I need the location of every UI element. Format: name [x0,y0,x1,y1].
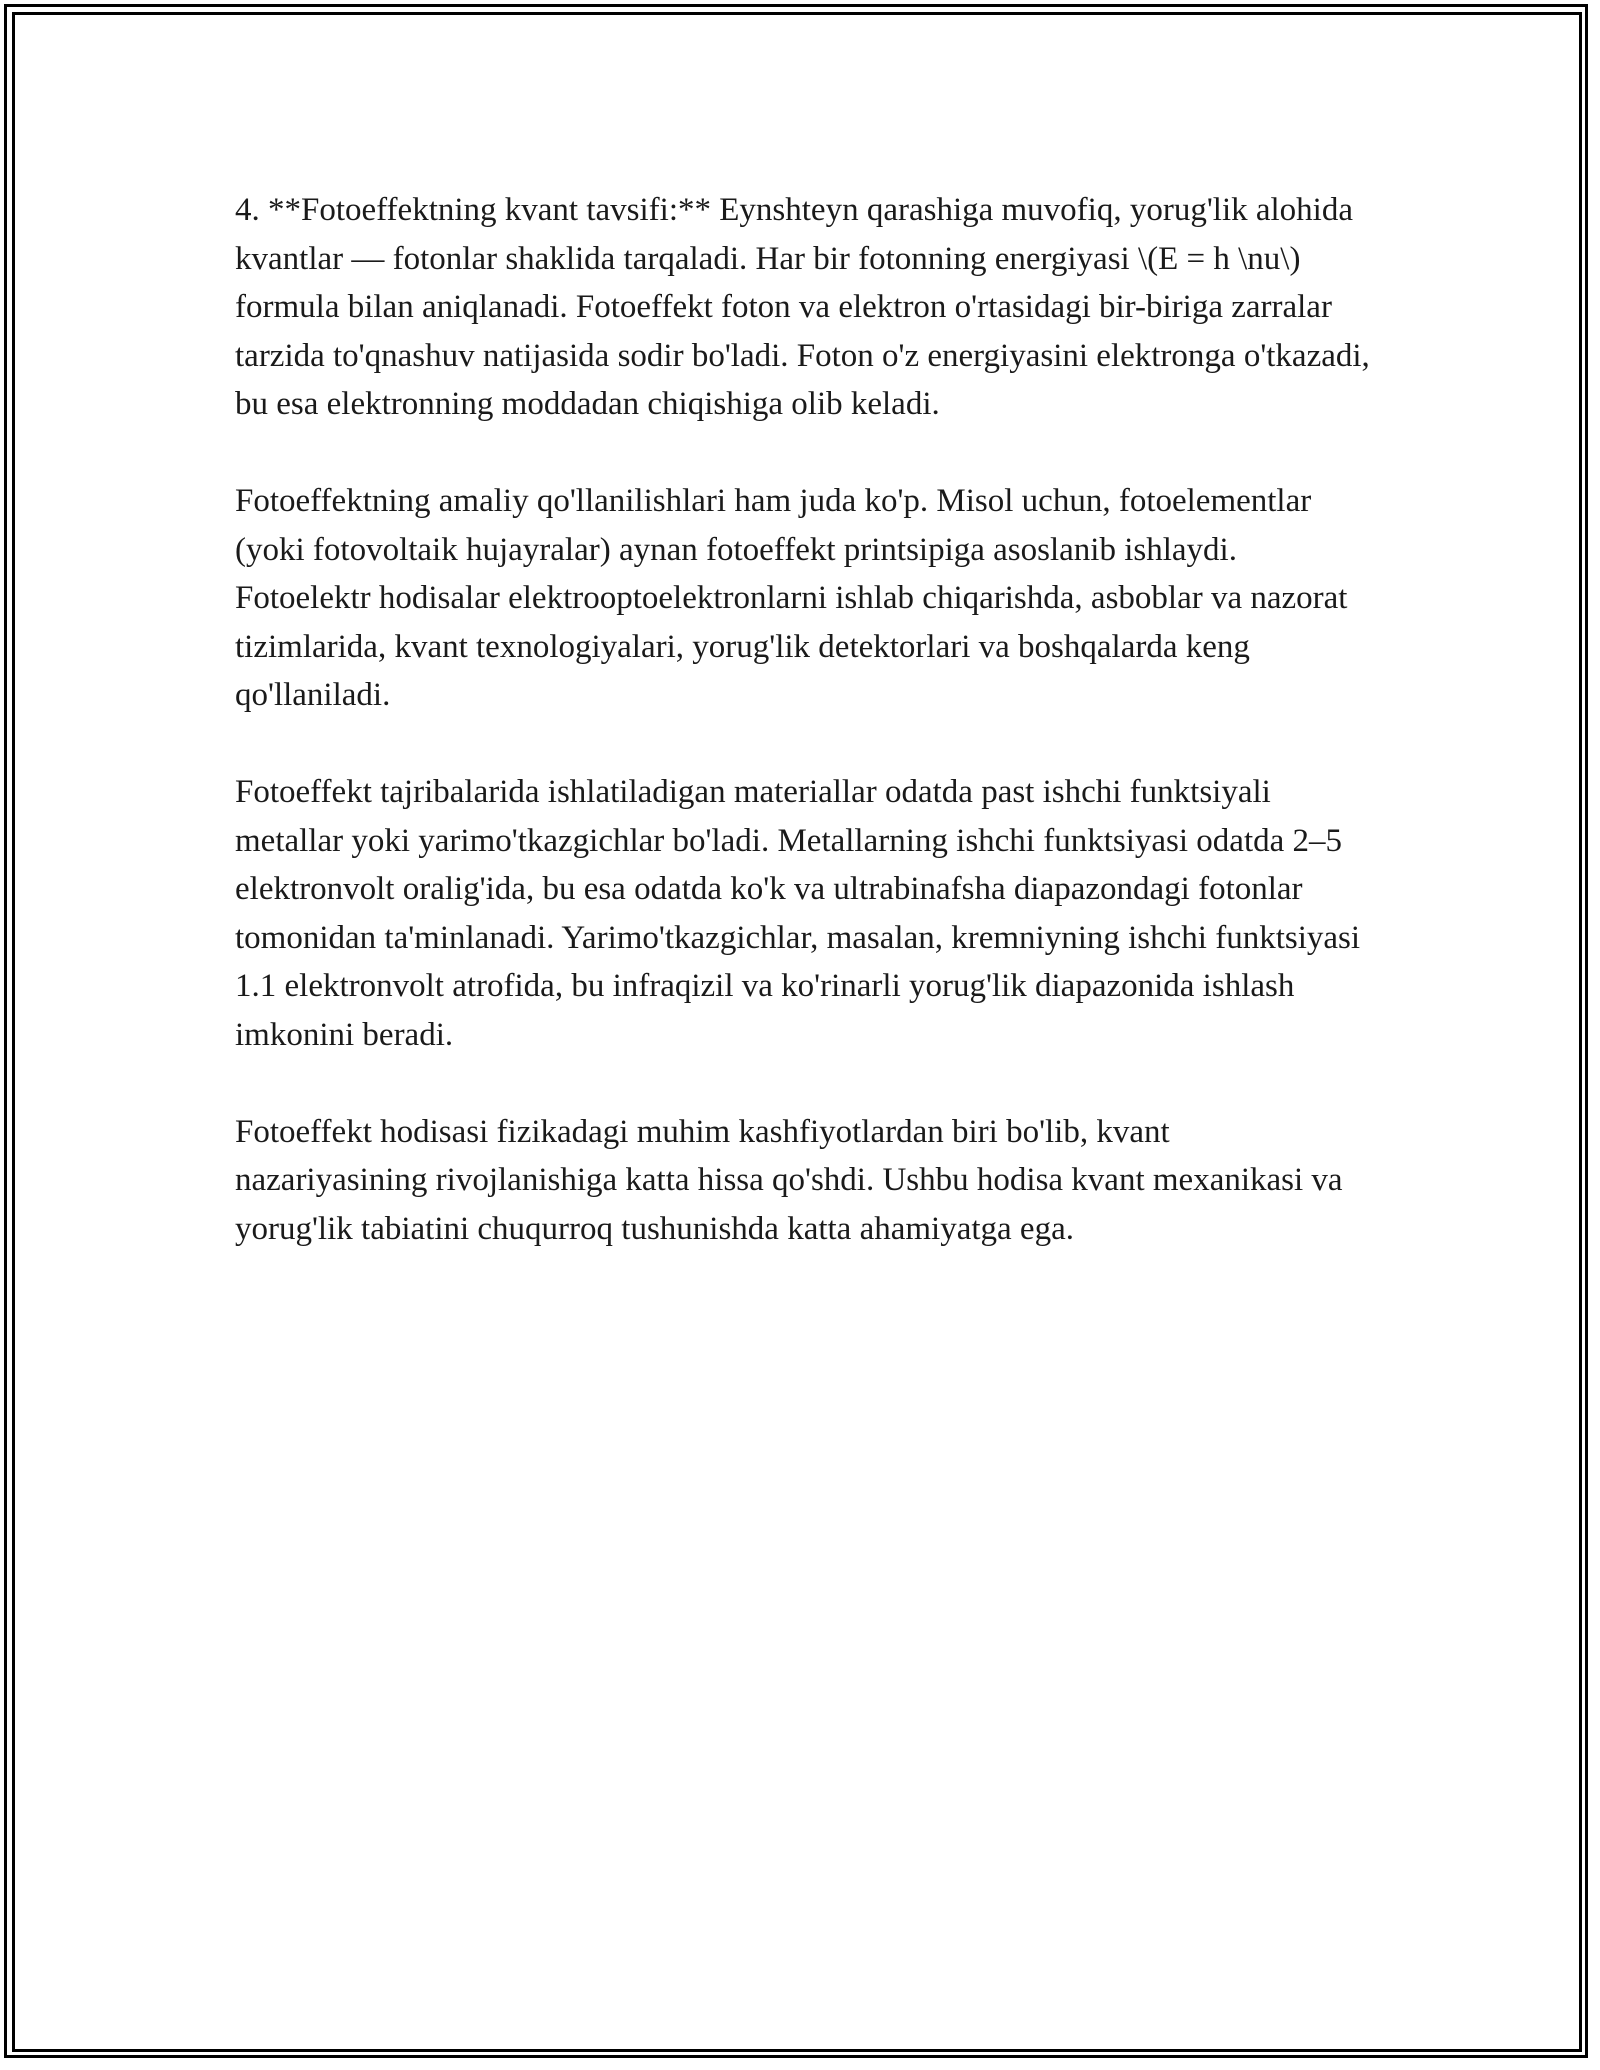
document-body [235,186,1370,1302]
paragraph-quantum-description: 4. **Fotoeffektning kvant tavsifi:** Eynshteyn qarashiga muvofiq, yorug'lik alohida kvantlar — fotonlar shaklida tarqaladi. Har bir fotonning energiyasi \(E = h \nu\) formula bilan aniqlanadi. Fotoeffekt foton va elektron o'rtasidagi bir-biriga zarralar tarzida to'qnashuv natijasida sodir bo'ladi. Foton o'z energiyasini elektronga o'tkazadi, bu esa elektronning moddadan chiqishiga olib keladi. [235,192,1370,422]
paragraph-practical-applications: Fotoeffektning amaliy qo'llanilishlari ham juda ko'p. Misol uchun, fotoelementlar (yoki fotovoltaik hujayralar) aynan fotoeffekt printsipiga asoslanib ishlaydi. Fotoelektr hodisalar elektrooptoelektronlarni ishlab chiqarishda, asboblar va nazorat tizimlarida, kvant texnologiyalari, yorug'lik detektorlari va boshqalarda keng qo'llaniladi. [235,483,1348,713]
paragraph-conclusion: Fotoeffekt hodisasi fizikadagi muhim kashfiyotlardan biri bo'lib, kvant nazariyasining rivojlanishiga katta hissa qo'shdi. Ushbu hodisa kvant mexanikasi va yorug'lik tabiatini chuqurroq tushunishda katta ahamiyatga ega. [235,1113,1343,1247]
paragraph-materials: Fotoeffekt tajribalarida ishlatiladigan materiallar odatda past ishchi funktsiyali metallar yoki yarimo'tkazgichlar bo'ladi. Metallarning ishchi funktsiyasi odatda 2–5 elektronvolt oralig'ida, bu esa odatda ko'k va ultrabinafsha diapazondagi fotonlar tomonidan ta'minlanadi. Yarimo'tkazgichlar, masalan, kremniyning ishchi funktsiyasi 1.1 elektronvolt atrofida, bu infraqizil va ko'rinarli yorug'lik diapazonida ishlash imkonini beradi. [235,774,1361,1053]
